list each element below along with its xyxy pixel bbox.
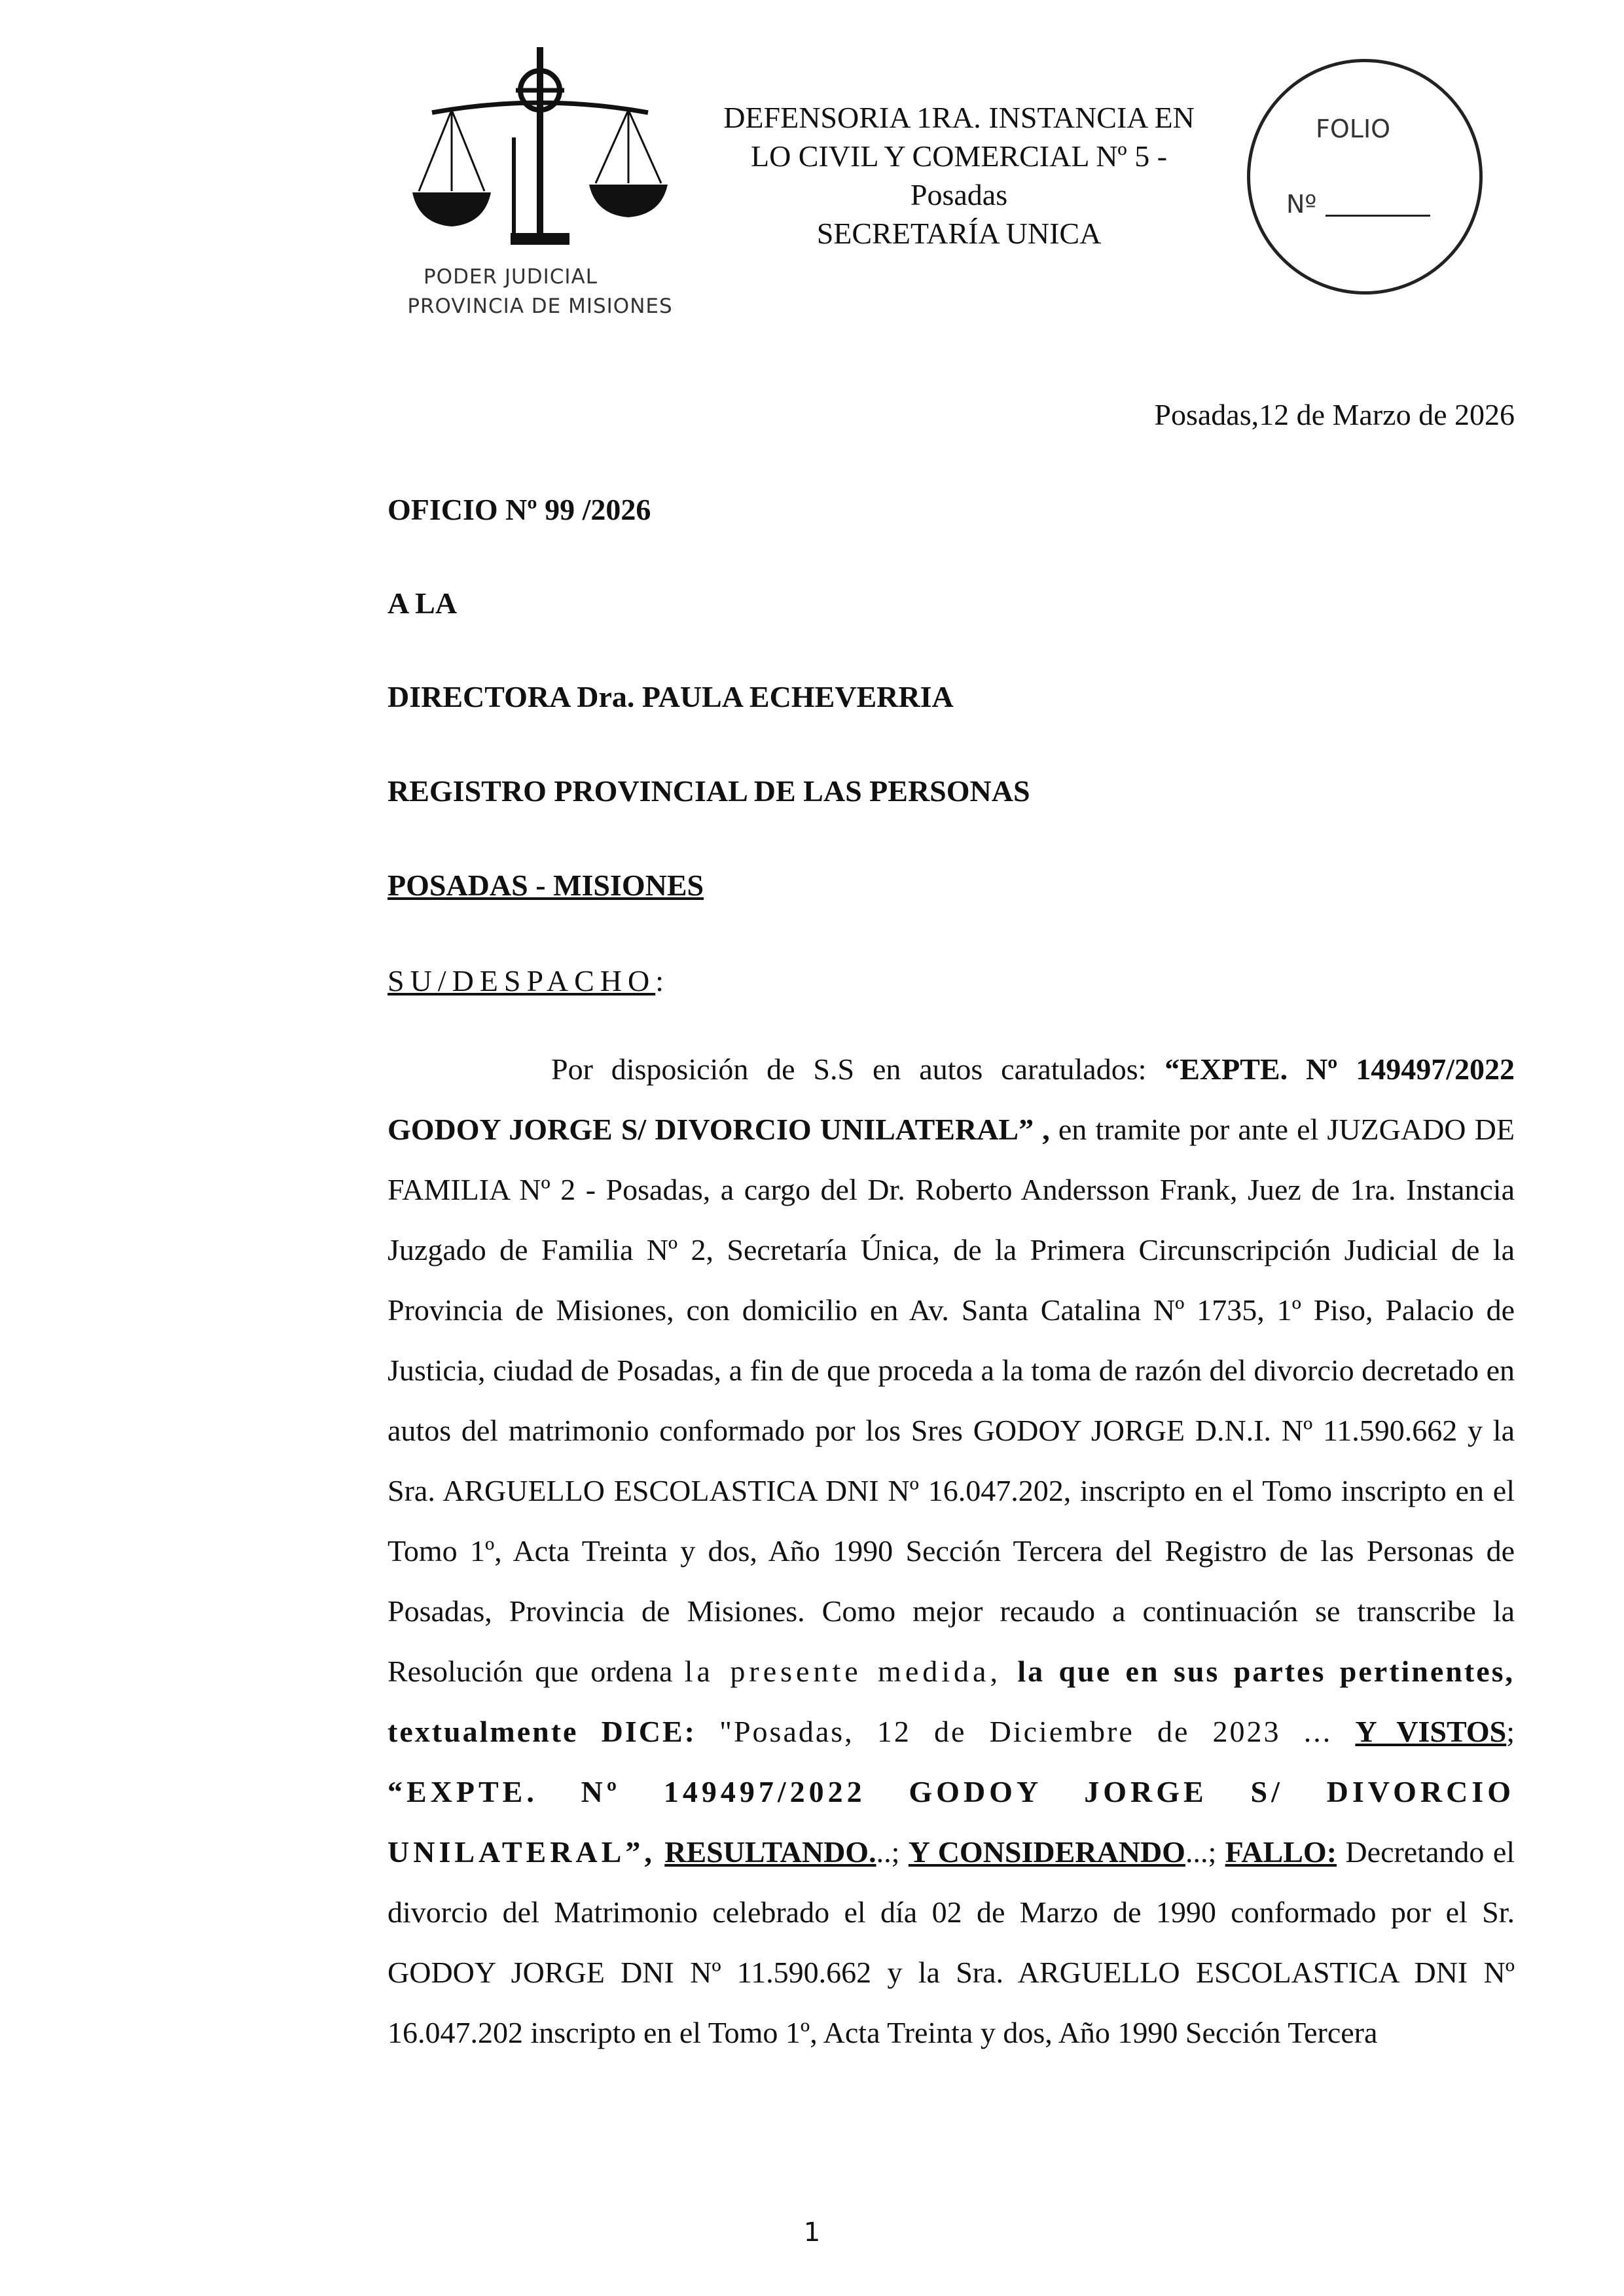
su-despacho-colon: :	[655, 964, 670, 997]
court-header-line-4: SECRETARÍA UNICA	[816, 217, 1102, 250]
y-vistos-label: Y VISTOS	[1355, 1715, 1507, 1748]
court-header-line-1: DEFENSORIA 1RA. INSTANCIA EN	[723, 101, 1195, 134]
court-header	[681, 98, 1237, 253]
folio-circle	[1247, 59, 1483, 295]
folio-stamp	[1247, 59, 1483, 295]
court-header-line-3: Posadas	[910, 178, 1008, 211]
separator-2	[656, 1835, 664, 1869]
su-despacho	[388, 963, 670, 998]
resolution-date: "Posadas, 12 de Diciembre de 2023 ...	[696, 1715, 1356, 1748]
body-textualmente-dice: la que en sus partes pertinentes, textualmente DICE:	[388, 1655, 1515, 1748]
separator-3: ..;	[876, 1835, 909, 1869]
court-header-line-2: LO CIVIL Y COMERCIAL Nº 5 -	[750, 139, 1168, 173]
considerando-label: Y CONSIDERANDO	[908, 1835, 1185, 1869]
poder-judicial-logo	[406, 39, 674, 318]
separator-4: ...;	[1185, 1835, 1225, 1869]
body-presente-medida: la presente medida,	[684, 1655, 1018, 1688]
oficio-body	[388, 1039, 1515, 2063]
fallo-label: FALLO:	[1225, 1835, 1337, 1869]
su-despacho-text: SU/DESPACHO	[388, 964, 656, 997]
case-caption-repeat: “EXPTE. Nº 149497/2022 GODOY JORGE S/ DIVORCIO UNILATERAL”,	[388, 1775, 1515, 1869]
addressee-directora: DIRECTORA Dra. PAULA ECHEVERRIA	[388, 680, 954, 713]
folio-number-label: Nº	[1286, 190, 1317, 219]
folio-number-blank	[1326, 215, 1430, 217]
oficio-body-paragraph	[388, 1039, 1515, 2063]
separator-1: ;	[1506, 1715, 1515, 1748]
scales-of-justice-icon	[406, 39, 674, 262]
folio-number-field	[1286, 190, 1430, 219]
resultando-label: RESULTANDO.	[664, 1835, 876, 1869]
addressee-ciudad: POSADAS - MISIONES	[388, 869, 704, 902]
oficio-number: OFICIO Nº 99 /2026	[388, 493, 651, 526]
addressee-a-la: A LA	[388, 586, 458, 620]
body-intro: Por disposición de S.S en autos caratulados:	[551, 1052, 1165, 1086]
body-main-text: en tramite por ante el JUZGADO DE FAMILIA Nº 2 - Posadas, a cargo del Dr. Roberto Andersson Frank, Juez de 1ra. Instancia Juzgado de Familia Nº 2, Secretaría Única, de la Primera Circunscripción Judicial de la Provincia de Misiones, con domicilio en Av. Santa Catalina Nº 1735, 1º Piso, Palacio de Justicia, ciudad de Posadas, a fin de que proceda a la toma de razón del divorcio decretado en autos del matrimonio conformado por los Sres GODOY JORGE D.N.I. Nº 11.590.662 y la Sra. ARGUELLO ESCOLASTICA DNI Nº 16.047.202, inscripto en el Tomo inscripto en el Tomo 1º, Acta Treinta y dos, Año 1990 Sección Tercera del Registro de las Personas de Posadas, Provincia de Misiones. Como mejor recaudo a continuación se transcribe la Resolución que ordena	[388, 1113, 1515, 1688]
case-caption: “EXPTE. Nº 149497/2022 GODOY JORGE S/ DIVORCIO UNILATERAL” ,	[388, 1052, 1515, 1146]
folio-title: FOLIO	[1316, 115, 1391, 143]
logo-text-line-1: PODER JUDICIAL	[423, 265, 598, 289]
fallo-text: Decretando el divorcio del Matrimonio celebrado el día 02 de Marzo de 1990 conformado por el Sr. GODOY JORGE DNI Nº 11.590.662 y la Sra. ARGUELLO ESCOLASTICA DNI Nº 16.047.202 inscripto en el Tomo 1º, Acta Treinta y dos, Año 1990 Sección Tercera	[388, 1835, 1515, 2049]
logo-text-line-2: PROVINCIA DE MISIONES	[407, 295, 673, 318]
page-number: 1	[803, 2217, 821, 2248]
addressee-registro: REGISTRO PROVINCIAL DE LAS PERSONAS	[388, 774, 1030, 808]
document-date: Posadas,12 de Marzo de 2026	[1154, 398, 1515, 431]
